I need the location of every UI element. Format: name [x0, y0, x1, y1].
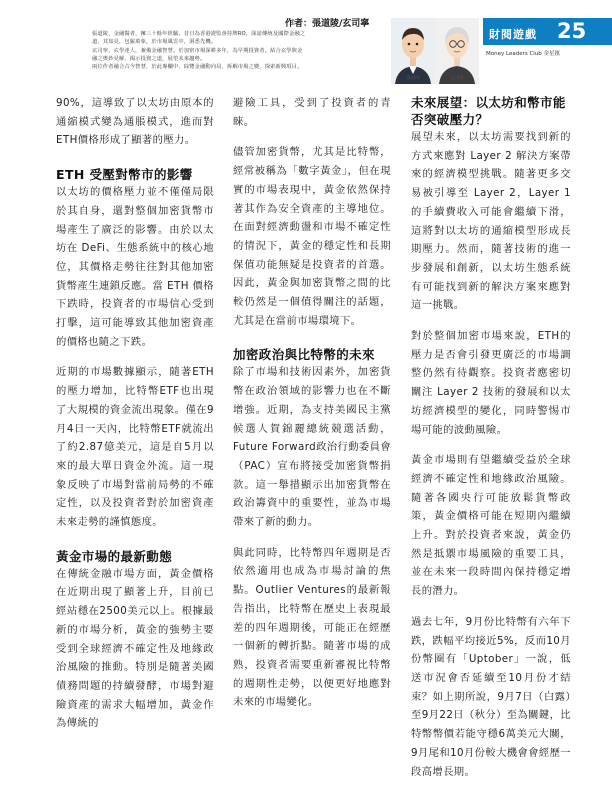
banner-bar	[483, 18, 612, 45]
publication-name: Money Leaders Club 金星匯	[486, 51, 561, 57]
section-heading: 未來展望：以太坊和幣市能否突破壓力？	[411, 95, 566, 127]
article-column-2	[233, 94, 391, 724]
bio-line: 張道陵，金融醫者，擁三十餘年經驗。昔日為香港證監會持牌RO，深諳傳統及國際金融之	[92, 31, 306, 37]
section-heading: ETH 受壓對幣市的影響	[56, 167, 193, 183]
paragraph: 對於整個加密市場來說，ETH的壓力是否會引發更廣泛的市場調整仍然有待觀察。投資者應密切關注 Layer 2 技術的發展和以太坊經濟模型的變化，同時警惕市場可能的波動風險。	[411, 330, 571, 436]
paragraph: 90%，這導致了以太坊由原本的通縮模式變為通脹模式，進而對ETH價格形成了顯著的壓力。	[56, 97, 214, 147]
column-banner	[483, 18, 612, 64]
paragraph: 展望未來，以太坊需要找到新的方式來應對 Layer 2 解決方案帶來的經濟模型挑戰。隨著更多交易被引導至 Layer 2，Layer 1 的手續費收入可能會繼續下滑，這將對以太坊的通縮模型形成長期壓力。然而，隨著技術的進一步發展和創新，以太坊生態系統有可能找到新的解決方案來應對這一挑戰。	[411, 131, 571, 312]
author-line: 作者：張道陵/玄司寧	[285, 19, 370, 29]
section-heading: 加密政治與比特幣的未來	[233, 347, 375, 363]
article-column-1	[56, 94, 214, 745]
paragraph: 黃金市場則有望繼續受益於全球經濟不確定性和地緣政治風險。隨著各國央行可能放鬆貨幣政策，黃金價格可能在短期內繼續上升。對於投資者來說，黃金仍然是抵禦市場風險的重要工具，並在未來一段時間內保持穩定增長的潛力。	[411, 454, 571, 598]
bio-line: 玄司寧，玄學達人，兼備金融智慧。於加密市場深耕多年，為早期投資者。結合玄學與金	[92, 47, 303, 54]
paragraph: 在傳統金融市場方面，黃金價格在近期出現了顯著上升，目前已經站穩在2500美元以上。根據最新的市場分析，黃金的強勢主要受到全球經濟不確定性及地緣政治風險的推動。特別是隨著美國債務問題的持續發酵，市場對避險資產的需求大幅增加，黃金作為傳統的	[56, 567, 214, 730]
avatar	[391, 18, 435, 84]
bio-line: 兩位作者融合古今智慧，於此專欄中，綜覽金融動向局，拆解市場之變，探索新興項目。	[92, 64, 303, 71]
paragraph: 近期的市場數據顯示，隨著ETH的壓力增加，比特幣ETF也出現了大規模的資金流出現象。僅在9月4日一天內，比特幣ETF就流出了約2.87億美元，這是自5月以來的最大單日資金外流。這一現象反映了市場對當前局勢的不確定性，以及投資者對於加密資產未來走勢的謹慎態度。	[56, 366, 214, 529]
page-number: 25	[557, 19, 587, 43]
paragraph: 儘管加密貨幣，尤其是比特幣，經常被稱為「數字黃金」，但在現實的市場表現中，黃金依然保持著其作為安全資產的主導地位。在面對經濟動盪和市場不確定性的情況下，黃金的穩定性和長期保值功能無疑是投資者的首選。因此，黃金與加密貨幣之間的比較仍然是一個值得關注的話題，尤其是在當前市場環境下。	[233, 146, 391, 327]
author-avatars	[391, 18, 479, 84]
paragraph: 與此同時，比特幣四年週期是否依然適用也成為市場討論的焦點。Outlier Ventures的最新報告指出，比特幣在歷史上表現最差的四年週期後，可能正在經歷一個新的轉折點。隨著市場的成熟，投資者需要重新審視比特幣的週期性走勢，以便更好地應對未來的市場變化。	[233, 546, 391, 709]
bio-line: 道，其知見，包羅萬象，於市場風雲中，洞悉先機。	[92, 39, 217, 46]
section-heading: 黃金市場的最新動態	[56, 548, 173, 564]
column-name: 財閱遊戲	[489, 28, 537, 41]
paragraph: 避險工具，受到了投資者的青睞。	[233, 97, 391, 128]
page-header	[0, 0, 612, 92]
avatar-caption: 玄司寧	[450, 76, 464, 81]
paragraph: 除了市場和技術因素外，加密貨幣在政治領域的影響力也在不斷增強。近期，為支持美國民主黨候選人賀錦麗總統競選活動，Future Forward政治行動委員會（PAC）宣布將接受加密貨幣捐款。這一舉措顯示出加密貨幣在政治籌資中的重要性，並為市場帶來了新的動力。	[233, 366, 391, 529]
paragraph: 過去七年，9月份比特幣有六年下跌，跌幅平均接近5%，反而10月份幣圈有「Uptober」一說，低送市況會否延續至10月份才結束？如上期所說，9月7日（白露）至9月22日（秋分）至為關鍵，比特幣幣價若能守穩6萬美元大關，9月尾和10月份較大機會會經歷一段高增長期。	[411, 615, 571, 778]
paragraph: 以太坊的價格壓力並不僅僅局限於其自身，還對整個加密貨幣市場產生了廣泛的影響。由於以太坊在 DeFi、生態系統中的核心地位，其價格走勢往往對其他加密貨幣產生連鎖反應。當 ETH 價格下跌時，投資者的市場信心受到打擊，這可能導致其他加密資產的價格也隨之下跌。	[56, 186, 214, 348]
avatar	[435, 18, 479, 84]
article-column-3	[411, 94, 571, 793]
avatar-caption: 張道陵	[406, 76, 420, 81]
author-bio	[92, 30, 388, 71]
bio-line: 融之奧妙見解，揭示投資之道，展望未來趨勢。	[92, 55, 206, 62]
